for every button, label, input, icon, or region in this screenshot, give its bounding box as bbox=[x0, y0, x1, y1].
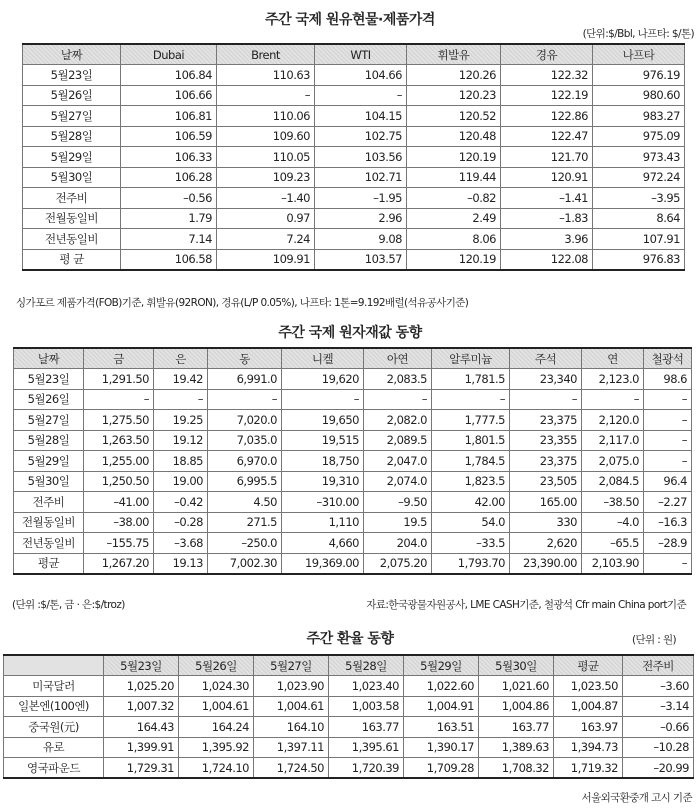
row-label: 전년동일비 bbox=[14, 533, 84, 554]
table-cell: – bbox=[84, 389, 154, 410]
metal-col-header: 금 bbox=[84, 348, 154, 369]
metal-unit-note: (단위 :$/톤, 금 · 은:$/troz) bbox=[12, 599, 125, 611]
table-cell: 23,340 bbox=[510, 369, 582, 390]
table-cell: 163.51 bbox=[404, 717, 479, 738]
table-row bbox=[14, 430, 692, 451]
oil-header-row bbox=[23, 44, 685, 65]
table-cell: 107.91 bbox=[593, 229, 685, 250]
metal-section-title: 주간 국제 원자재값 동향 bbox=[278, 325, 422, 341]
table-cell: – bbox=[208, 389, 282, 410]
table-cell: –1.95 bbox=[315, 188, 407, 209]
table-cell: 9.08 bbox=[315, 229, 407, 250]
table-cell: 1,022.60 bbox=[404, 676, 479, 697]
table-cell: 106.58 bbox=[121, 249, 217, 270]
oil-price-table bbox=[22, 43, 685, 271]
table-cell: – bbox=[644, 389, 692, 410]
fx-col-header: 평균 bbox=[554, 655, 623, 676]
table-cell: 980.60 bbox=[593, 85, 685, 106]
table-cell: 8.64 bbox=[593, 208, 685, 229]
fx-header-row bbox=[4, 655, 694, 676]
fx-table-body bbox=[4, 676, 694, 779]
metal-table-body bbox=[14, 369, 692, 574]
table-row bbox=[23, 249, 685, 270]
row-label: 평 균 bbox=[23, 249, 121, 270]
metal-source-note: 자료:한국광물자원공사, LME CASH기준, 철광석 Cfr main China port기준 bbox=[366, 599, 686, 611]
table-cell: 1,023.90 bbox=[254, 676, 329, 697]
row-label: 5월26일 bbox=[14, 389, 84, 410]
oil-col-header: 날짜 bbox=[23, 44, 121, 65]
table-cell: –0.82 bbox=[407, 188, 501, 209]
table-cell: – bbox=[644, 553, 692, 574]
table-cell: 1,793.70 bbox=[432, 553, 510, 574]
table-cell: –9.50 bbox=[364, 492, 432, 513]
oil-col-header: Brent bbox=[217, 44, 315, 65]
table-cell: 2,075.20 bbox=[364, 553, 432, 574]
table-cell: 1,023.50 bbox=[554, 676, 623, 697]
table-cell: 2.96 bbox=[315, 208, 407, 229]
table-cell: – bbox=[644, 430, 692, 451]
table-cell: 983.27 bbox=[593, 106, 685, 127]
table-cell: 2,084.5 bbox=[582, 471, 644, 492]
metal-col-header: 아연 bbox=[364, 348, 432, 369]
table-cell: 164.10 bbox=[254, 717, 329, 738]
table-cell: 164.24 bbox=[179, 717, 254, 738]
row-label: 5월27일 bbox=[14, 410, 84, 431]
table-cell: 2,047.0 bbox=[364, 451, 432, 472]
table-cell: 120.48 bbox=[407, 126, 501, 147]
table-cell: 19.42 bbox=[154, 369, 208, 390]
table-row bbox=[14, 389, 692, 410]
metal-col-header: 니켈 bbox=[282, 348, 364, 369]
row-label: 유로 bbox=[4, 737, 104, 758]
table-row bbox=[14, 369, 692, 390]
table-cell: 973.43 bbox=[593, 147, 685, 168]
table-cell: –3.60 bbox=[623, 676, 694, 697]
table-row bbox=[14, 492, 692, 513]
table-cell: 2,075.0 bbox=[582, 451, 644, 472]
table-cell: – bbox=[217, 85, 315, 106]
table-cell: 975.09 bbox=[593, 126, 685, 147]
table-cell: 121.70 bbox=[501, 147, 593, 168]
table-cell: 1,729.31 bbox=[104, 758, 179, 779]
fx-col-header: 5월28일 bbox=[329, 655, 404, 676]
table-cell: 120.91 bbox=[501, 167, 593, 188]
table-cell: 96.4 bbox=[644, 471, 692, 492]
table-cell: 976.83 bbox=[593, 249, 685, 270]
oil-table-body bbox=[23, 65, 685, 270]
table-row bbox=[23, 208, 685, 229]
table-cell: 1,004.87 bbox=[554, 696, 623, 717]
table-cell: 110.06 bbox=[217, 106, 315, 127]
table-cell: 163.97 bbox=[554, 717, 623, 738]
oil-col-header: Dubai bbox=[121, 44, 217, 65]
table-cell: –38.00 bbox=[84, 512, 154, 533]
table-cell: 19,369.00 bbox=[282, 553, 364, 574]
metal-price-table bbox=[13, 347, 692, 575]
table-cell: 1,823.5 bbox=[432, 471, 510, 492]
table-cell: 120.23 bbox=[407, 85, 501, 106]
table-cell: 23,375 bbox=[510, 410, 582, 431]
row-label: 5월28일 bbox=[23, 126, 121, 147]
table-cell: 23,390.00 bbox=[510, 553, 582, 574]
table-row bbox=[23, 147, 685, 168]
oil-footnote: 싱가포르 제품가격(FOB)기준, 휘발유(92RON), 경유(L/P 0.05%), 나프타: 1톤=9.192배럴(석유공사기준) bbox=[16, 297, 469, 309]
table-cell: 109.60 bbox=[217, 126, 315, 147]
table-row bbox=[23, 188, 685, 209]
table-cell: –0.56 bbox=[121, 188, 217, 209]
table-cell: 3.96 bbox=[501, 229, 593, 250]
table-cell: 7.24 bbox=[217, 229, 315, 250]
table-cell: 1,784.5 bbox=[432, 451, 510, 472]
table-cell: 2,123.0 bbox=[582, 369, 644, 390]
table-cell: 2,083.5 bbox=[364, 369, 432, 390]
table-cell: 2.49 bbox=[407, 208, 501, 229]
table-cell: 1,395.61 bbox=[329, 737, 404, 758]
table-cell: 103.56 bbox=[315, 147, 407, 168]
metal-col-header: 동 bbox=[208, 348, 282, 369]
table-cell: 163.77 bbox=[329, 717, 404, 738]
table-cell: –33.5 bbox=[432, 533, 510, 554]
table-row bbox=[14, 451, 692, 472]
table-cell: 19,620 bbox=[282, 369, 364, 390]
table-cell: 1,395.92 bbox=[179, 737, 254, 758]
table-cell: 1,709.28 bbox=[404, 758, 479, 779]
table-cell: 1,724.50 bbox=[254, 758, 329, 779]
table-cell: 1,003.58 bbox=[329, 696, 404, 717]
table-cell: 23,355 bbox=[510, 430, 582, 451]
table-cell: 23,505 bbox=[510, 471, 582, 492]
metal-col-header: 철광석 bbox=[644, 348, 692, 369]
row-label: 전주비 bbox=[14, 492, 84, 513]
table-cell: –38.50 bbox=[582, 492, 644, 513]
table-cell: 7,002.30 bbox=[208, 553, 282, 574]
row-label: 5월30일 bbox=[14, 471, 84, 492]
table-cell: 1,275.50 bbox=[84, 410, 154, 431]
table-cell: 972.24 bbox=[593, 167, 685, 188]
table-cell: –41.00 bbox=[84, 492, 154, 513]
table-cell: 164.43 bbox=[104, 717, 179, 738]
table-cell: 7,020.0 bbox=[208, 410, 282, 431]
table-cell: 19.12 bbox=[154, 430, 208, 451]
oil-section-title: 주간 국제 원유현물·제품가격 bbox=[265, 12, 435, 28]
table-cell: –1.40 bbox=[217, 188, 315, 209]
table-cell: 1,004.61 bbox=[179, 696, 254, 717]
table-cell: 98.6 bbox=[644, 369, 692, 390]
row-label: 5월27일 bbox=[23, 106, 121, 127]
table-cell: 2,620 bbox=[510, 533, 582, 554]
table-cell: 19,515 bbox=[282, 430, 364, 451]
table-row bbox=[4, 717, 694, 738]
table-cell: 122.08 bbox=[501, 249, 593, 270]
row-label: 일본엔(100엔) bbox=[4, 696, 104, 717]
oil-col-header: 경유 bbox=[501, 44, 593, 65]
row-label: 5월28일 bbox=[14, 430, 84, 451]
table-cell: 7.14 bbox=[121, 229, 217, 250]
table-row bbox=[14, 533, 692, 554]
table-cell: – bbox=[154, 389, 208, 410]
table-cell: –20.99 bbox=[623, 758, 694, 779]
table-cell: 1,023.40 bbox=[329, 676, 404, 697]
table-cell: –1.41 bbox=[501, 188, 593, 209]
fx-section-title: 주간 환율 동향 bbox=[306, 631, 394, 647]
table-cell: 1,394.73 bbox=[554, 737, 623, 758]
table-row bbox=[14, 410, 692, 431]
table-cell: 204.0 bbox=[364, 533, 432, 554]
table-cell: 1,024.30 bbox=[179, 676, 254, 697]
table-cell: 19.5 bbox=[364, 512, 432, 533]
oil-col-header: WTI bbox=[315, 44, 407, 65]
fx-col-header: 전주비 bbox=[623, 655, 694, 676]
table-cell: –310.00 bbox=[282, 492, 364, 513]
row-label: 미국달러 bbox=[4, 676, 104, 697]
table-cell: 1,390.17 bbox=[404, 737, 479, 758]
table-cell: 1,004.61 bbox=[254, 696, 329, 717]
metal-col-header: 은 bbox=[154, 348, 208, 369]
row-label: 5월23일 bbox=[14, 369, 84, 390]
table-cell: 102.75 bbox=[315, 126, 407, 147]
table-cell: 0.97 bbox=[217, 208, 315, 229]
table-row bbox=[23, 106, 685, 127]
table-cell: 271.5 bbox=[208, 512, 282, 533]
metal-header-row bbox=[14, 348, 692, 369]
table-cell: – bbox=[582, 389, 644, 410]
table-row bbox=[4, 737, 694, 758]
table-cell: 1,397.11 bbox=[254, 737, 329, 758]
table-cell: 1,025.20 bbox=[104, 676, 179, 697]
table-row bbox=[14, 512, 692, 533]
table-cell: 122.86 bbox=[501, 106, 593, 127]
table-cell: – bbox=[432, 389, 510, 410]
table-cell: 122.47 bbox=[501, 126, 593, 147]
row-label: 5월23일 bbox=[23, 65, 121, 86]
table-cell: 23,375 bbox=[510, 451, 582, 472]
oil-col-header: 나프타 bbox=[593, 44, 685, 65]
table-cell: 106.59 bbox=[121, 126, 217, 147]
oil-col-header: 휘발유 bbox=[407, 44, 501, 65]
fx-col-header: 5월30일 bbox=[479, 655, 554, 676]
table-cell: 1,781.5 bbox=[432, 369, 510, 390]
table-cell: 120.52 bbox=[407, 106, 501, 127]
table-cell: 109.23 bbox=[217, 167, 315, 188]
table-cell: 2,117.0 bbox=[582, 430, 644, 451]
table-cell: 1,250.50 bbox=[84, 471, 154, 492]
row-label: 전주비 bbox=[23, 188, 121, 209]
table-cell: 163.77 bbox=[479, 717, 554, 738]
table-cell: –0.28 bbox=[154, 512, 208, 533]
oil-unit-note: (단위:$/Bbl, 나프타: $/톤) bbox=[582, 28, 694, 40]
table-cell: 106.66 bbox=[121, 85, 217, 106]
row-label: 전월동일비 bbox=[14, 512, 84, 533]
table-cell: 1,007.32 bbox=[104, 696, 179, 717]
row-label: 전월동일비 bbox=[23, 208, 121, 229]
table-cell: –1.83 bbox=[501, 208, 593, 229]
table-cell: 1,720.39 bbox=[329, 758, 404, 779]
fx-rate-table bbox=[3, 654, 694, 779]
table-cell: 119.44 bbox=[407, 167, 501, 188]
table-cell: 19.25 bbox=[154, 410, 208, 431]
table-row bbox=[23, 126, 685, 147]
table-cell: 18,750 bbox=[282, 451, 364, 472]
table-cell: 976.19 bbox=[593, 65, 685, 86]
table-cell: –3.68 bbox=[154, 533, 208, 554]
fx-col-header: 5월23일 bbox=[104, 655, 179, 676]
table-cell: –3.95 bbox=[593, 188, 685, 209]
table-cell: 4.50 bbox=[208, 492, 282, 513]
table-cell: 19,650 bbox=[282, 410, 364, 431]
table-cell: 19.13 bbox=[154, 553, 208, 574]
metal-col-header: 날짜 bbox=[14, 348, 84, 369]
table-cell: –28.9 bbox=[644, 533, 692, 554]
row-label: 5월30일 bbox=[23, 167, 121, 188]
table-cell: 1,708.32 bbox=[479, 758, 554, 779]
table-cell: 1,724.10 bbox=[179, 758, 254, 779]
table-row bbox=[14, 471, 692, 492]
row-label: 5월26일 bbox=[23, 85, 121, 106]
table-cell: 110.05 bbox=[217, 147, 315, 168]
row-label: 5월29일 bbox=[23, 147, 121, 168]
metal-col-header: 연 bbox=[582, 348, 644, 369]
table-cell: – bbox=[315, 85, 407, 106]
table-cell: 54.0 bbox=[432, 512, 510, 533]
table-cell: –3.14 bbox=[623, 696, 694, 717]
table-cell: 2,120.0 bbox=[582, 410, 644, 431]
row-label: 영국파운드 bbox=[4, 758, 104, 779]
table-cell: 1,255.00 bbox=[84, 451, 154, 472]
table-cell: 1,110 bbox=[282, 512, 364, 533]
table-cell: 106.33 bbox=[121, 147, 217, 168]
table-cell: 7,035.0 bbox=[208, 430, 282, 451]
table-cell: 120.26 bbox=[407, 65, 501, 86]
table-cell: 19.00 bbox=[154, 471, 208, 492]
table-cell: 165.00 bbox=[510, 492, 582, 513]
table-cell: 1,004.91 bbox=[404, 696, 479, 717]
table-cell: 104.66 bbox=[315, 65, 407, 86]
table-row bbox=[4, 676, 694, 697]
table-cell: 1,267.20 bbox=[84, 553, 154, 574]
table-cell: 18.85 bbox=[154, 451, 208, 472]
table-cell: 1,021.60 bbox=[479, 676, 554, 697]
table-cell: 120.19 bbox=[407, 249, 501, 270]
fx-col-header: 5월27일 bbox=[254, 655, 329, 676]
table-cell: 122.32 bbox=[501, 65, 593, 86]
table-cell: 4,660 bbox=[282, 533, 364, 554]
table-cell: 6,991.0 bbox=[208, 369, 282, 390]
table-row bbox=[23, 85, 685, 106]
table-cell: 1,389.63 bbox=[479, 737, 554, 758]
fx-footer-note: 서울외국환중개 고시 기준 bbox=[581, 792, 692, 804]
row-label: 중국원(元) bbox=[4, 717, 104, 738]
table-cell: 19,310 bbox=[282, 471, 364, 492]
table-cell: 2,082.0 bbox=[364, 410, 432, 431]
table-cell: 106.28 bbox=[121, 167, 217, 188]
table-cell: 106.84 bbox=[121, 65, 217, 86]
table-cell: 110.63 bbox=[217, 65, 315, 86]
table-cell: 330 bbox=[510, 512, 582, 533]
table-cell: –4.0 bbox=[582, 512, 644, 533]
table-row bbox=[4, 696, 694, 717]
table-cell: 2,089.5 bbox=[364, 430, 432, 451]
table-cell: 103.57 bbox=[315, 249, 407, 270]
row-label: 평균 bbox=[14, 553, 84, 574]
table-cell: 2,103.90 bbox=[582, 553, 644, 574]
table-cell: 1,291.50 bbox=[84, 369, 154, 390]
table-cell: 42.00 bbox=[432, 492, 510, 513]
table-cell: –250.0 bbox=[208, 533, 282, 554]
table-cell: –16.3 bbox=[644, 512, 692, 533]
table-cell: 1,801.5 bbox=[432, 430, 510, 451]
table-cell: 122.19 bbox=[501, 85, 593, 106]
table-cell: 102.71 bbox=[315, 167, 407, 188]
table-row bbox=[23, 167, 685, 188]
table-cell: –0.42 bbox=[154, 492, 208, 513]
table-cell: – bbox=[282, 389, 364, 410]
table-cell: 1,719.32 bbox=[554, 758, 623, 779]
table-cell: – bbox=[644, 451, 692, 472]
table-cell: 109.91 bbox=[217, 249, 315, 270]
table-cell: 120.19 bbox=[407, 147, 501, 168]
table-cell: 1.79 bbox=[121, 208, 217, 229]
table-cell: 2,074.0 bbox=[364, 471, 432, 492]
table-cell: 6,970.0 bbox=[208, 451, 282, 472]
table-row bbox=[4, 758, 694, 779]
table-cell: 6,995.5 bbox=[208, 471, 282, 492]
table-cell: –0.66 bbox=[623, 717, 694, 738]
row-label: 전년동일비 bbox=[23, 229, 121, 250]
table-cell: 104.15 bbox=[315, 106, 407, 127]
table-cell: 8.06 bbox=[407, 229, 501, 250]
table-row bbox=[23, 229, 685, 250]
table-cell: 1,777.5 bbox=[432, 410, 510, 431]
table-cell: 1,004.86 bbox=[479, 696, 554, 717]
metal-col-header: 주석 bbox=[510, 348, 582, 369]
table-cell: –65.5 bbox=[582, 533, 644, 554]
table-cell: 106.81 bbox=[121, 106, 217, 127]
table-cell: –2.27 bbox=[644, 492, 692, 513]
table-cell: –155.75 bbox=[84, 533, 154, 554]
row-label: 5월29일 bbox=[14, 451, 84, 472]
fx-col-header bbox=[4, 655, 104, 676]
table-cell: – bbox=[364, 389, 432, 410]
metal-col-header: 알루미늄 bbox=[432, 348, 510, 369]
table-cell: –10.28 bbox=[623, 737, 694, 758]
table-cell: 1,399.91 bbox=[104, 737, 179, 758]
table-cell: 1,263.50 bbox=[84, 430, 154, 451]
table-row bbox=[23, 65, 685, 86]
fx-unit-note: (단위 : 원) bbox=[631, 634, 676, 646]
table-cell: – bbox=[510, 389, 582, 410]
table-cell: – bbox=[644, 410, 692, 431]
table-row bbox=[14, 553, 692, 574]
fx-col-header: 5월29일 bbox=[404, 655, 479, 676]
fx-col-header: 5월26일 bbox=[179, 655, 254, 676]
